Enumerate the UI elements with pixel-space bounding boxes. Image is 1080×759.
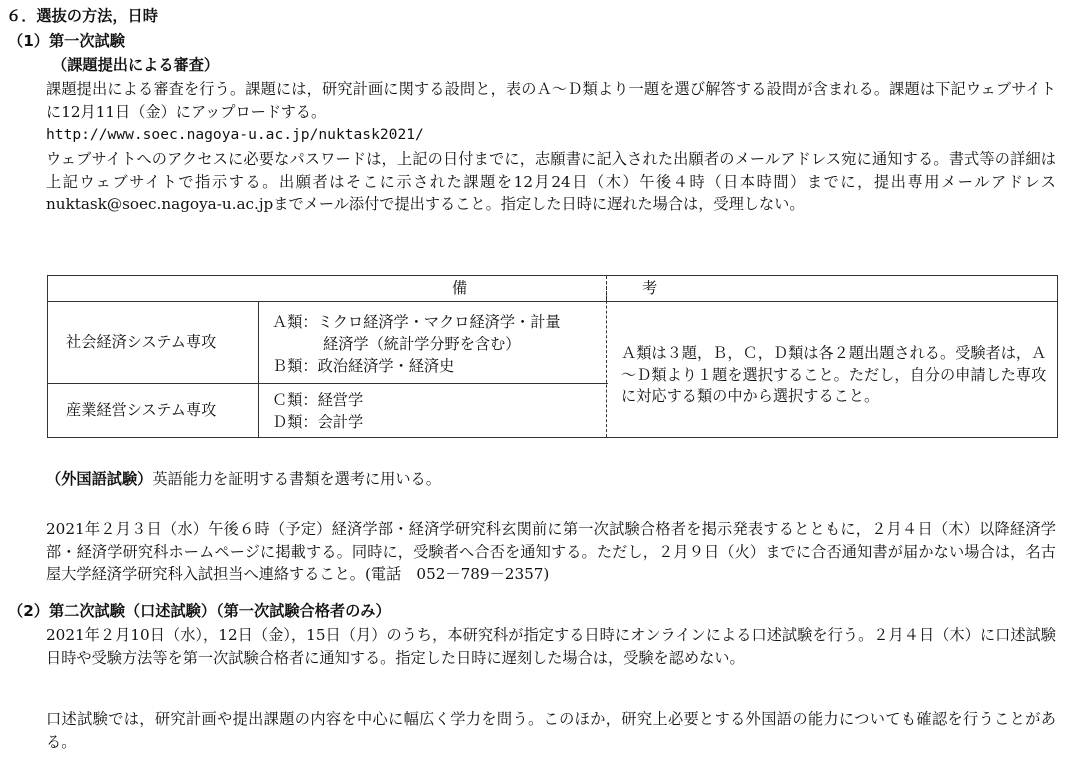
first-exam-title: （1）第一次試験 bbox=[8, 32, 125, 50]
table-row-line: Ｄ類：会計学 bbox=[272, 413, 364, 431]
table-column-divider bbox=[258, 302, 259, 438]
second-exam-title: （2）第二次試験（口述試験）（第一次試験合格者のみ） bbox=[8, 602, 391, 620]
table-row-line: Ｂ類：政治経済学・経済史 bbox=[272, 357, 455, 375]
second-exam-paragraph-2: 口述試験では，研究計画や提出課題の内容を中心に幅広く学力を問う。このほか，研究上必要とする外国語の能力についても確認を行うことがある。 bbox=[46, 710, 1056, 751]
table-row-line: 経済学（統計学分野を含む） bbox=[323, 335, 521, 353]
second-exam-paragraph-1: 2021年２月10日（水），12日（金），15日（月）のうち，本研究科が指定する日時にオンラインによる口述試験を行う。２月４日（木）に口述試験日時や受験方法等を第一次試験合格者に通知する。指定した日時に遅刻した場合は，受験を認めない。 bbox=[46, 626, 1056, 667]
table-row-line: Ａ類：ミクロ経済学・マクロ経済学・計量 bbox=[272, 313, 561, 331]
table-header-right: 考 bbox=[642, 279, 658, 297]
table-row-dept: 産業経営システム専攻 bbox=[66, 401, 217, 419]
table-note: Ａ類は３題，Ｂ，Ｃ，Ｄ類は各２題出題される。受験者は，Ａ～Ｄ類より１題を選択すること。ただし，自分の申請した専攻に対応する類の中から選択すること。 bbox=[621, 344, 1047, 405]
table-row-line: Ｃ類：経営学 bbox=[272, 391, 364, 409]
category-table bbox=[47, 275, 1058, 438]
task-url: http://www.soec.nagoya-u.ac.jp/nuktask2021/ bbox=[46, 126, 424, 143]
table-header-left: 備 bbox=[452, 279, 468, 297]
foreign-language-row bbox=[46, 468, 441, 491]
foreign-language-text: 英語能力を証明する書類を選考に用いる。 bbox=[152, 470, 441, 488]
section-title: ６．選抜の方法，日時 bbox=[6, 7, 158, 25]
table-dashed-divider bbox=[606, 276, 607, 437]
first-exam-paragraph-2: ウェブサイトへのアクセスに必要なパスワードは，上記の日付までに，志願書に記入された出願者のメールアドレス宛に通知する。書式等の詳細は上記ウェブサイトで指示する。出願者はそこに示された課題を12月24日（木）午後４時（日本時間）までに，提出専用メールアドレスnuktask@soec.nagoya-u.ac.jpまでメール添付で提出すること。指定した日時に遅れた場合は，受理しない。 bbox=[46, 150, 1056, 213]
first-exam-announcement: 2021年２月３日（水）午後６時（予定）経済学部・経済学研究科玄関前に第一次試験合格者を掲示発表するとともに，２月４日（木）以降経済学部・経済学研究科ホームページに掲載する。同時に，受験者へ合否を通知する。ただし，２月９日（火）までに合否通知書が届かない場合は，名古屋大学経済学研究科入試担当へ連絡すること。(電話 052－789－2357) bbox=[46, 520, 1056, 583]
first-exam-subheading: （課題提出による審査） bbox=[52, 56, 220, 74]
table-row-dept: 社会経済システム専攻 bbox=[66, 333, 217, 351]
foreign-language-label: （外国語試験） bbox=[46, 470, 153, 488]
first-exam-paragraph-1: 課題提出による審査を行う。課題には，研究計画に関する設問と，表のＡ～Ｄ類より一題を選び解答する設問が含まれる。課題は下記ウェブサイトに12月11日（金）にアップロードする。 bbox=[46, 80, 1056, 121]
table-header bbox=[48, 276, 1057, 302]
